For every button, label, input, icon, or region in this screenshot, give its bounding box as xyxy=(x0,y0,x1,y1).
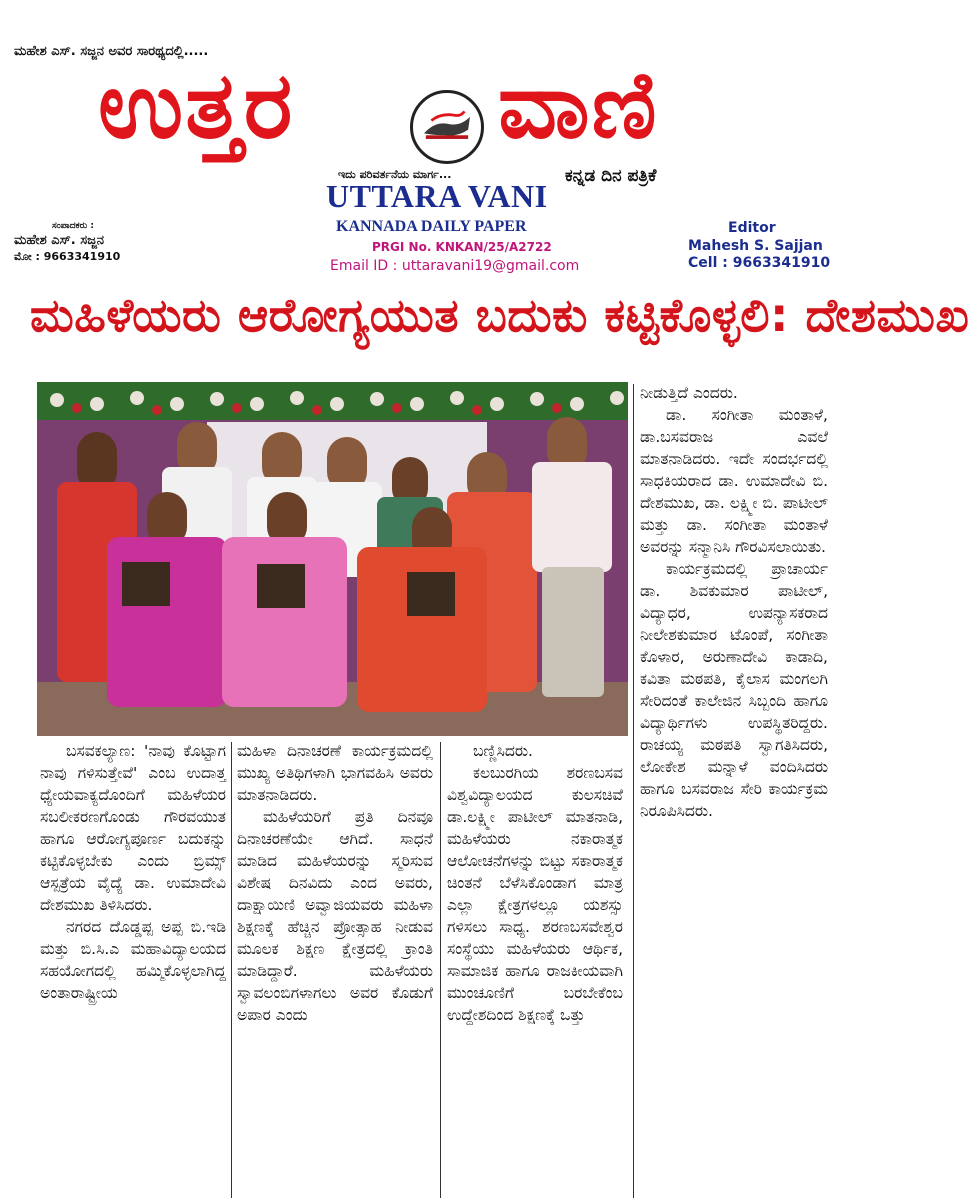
paragraph: ಕಲಬುರಗಿಯ ಶರಣಬಸವ ವಿಶ್ವವಿದ್ಯಾಲಯದ ಕುಲಸಚಿವೆ ಡಾ.ಲಕ್ಷ್ಮೀ ಪಾಟೀಲ್ ಮಾತನಾಡಿ, ಮಹಿಳೆಯರು ನಕಾರಾತ್ಮಕ ಆಲೋಚನೆಗಳನ್ನು ಬಿಟ್ಟು ಸಕಾರಾತ್ಮಕ ಚಿಂತನೆ ಬೆಳೆಸಿಕೊಂಡಾಗ ಮಾತ್ರ ಎಲ್ಲಾ ಕ್ಷೇತ್ರಗಳಲ್ಲೂ ಯಶಸ್ಸು ಗಳಿಸಲು ಸಾಧ್ಯ. ಶರಣಬಸವೇಶ್ವರ ಸಂಸ್ಥೆಯು ಮಹಿಳೆಯರು ಆರ್ಥಿಕ, ಸಾಮಾಜಿಕ ಹಾಗೂ ರಾಜಕೀಯವಾಗಿ ಮುಂಚೂಣಿಗೆ ಬರಬೇಕೆಂಬ ಉದ್ದೇಶದಿಂದ ಶಿಕ್ಷಣಕ್ಕೆ ಒತ್ತು xyxy=(447,764,623,1024)
logo-text-left: ಉತ್ತರ xyxy=(98,52,295,159)
event-photo xyxy=(37,382,628,736)
editor-label-english: Editor xyxy=(728,220,776,236)
daily-label-english: KANNADA DAILY PAPER xyxy=(336,218,527,235)
paragraph: ಬಸವಕಲ್ಯಾಣ: 'ನಾವು ಕೊಟ್ಟಾಗ ನಾವು ಗಳಿಸುತ್ತೇವೆ' ಎಂಬ ಉದಾತ್ತ ಧ್ಯೇಯವಾಕ್ಯದೊಂದಿಗೆ ಮಹಿಳೆಯರ ಸಬಲೀಕರಣಗೊಂಡು ಗೌರವಯುತ ಹಾಗೂ ಆರೋಗ್ಯಪೂರ್ಣ ಬದುಕನ್ನು ಕಟ್ಟಿಕೊಳ್ಳಬೇಕು ಎಂದು ಬ್ರಿಮ್ಸ್ ಆಸ್ಪತ್ರೆಯ ವೈದ್ಯೆ ಡಾ. ಉಮಾದೇವಿ ದೇಶಮುಖ ತಿಳಿಸಿದರು. xyxy=(40,742,226,914)
prgi-number: PRGI No. KNKAN/25/A2722 xyxy=(372,240,552,254)
paragraph: ಮಹಿಳಾ ದಿನಾಚರಣೆ ಕಾರ್ಯಕ್ರಮದಲ್ಲಿ ಮುಖ್ಯ ಅತಿಥಿಗಳಾಗಿ ಭಾಗವಹಿಸಿ ಅವರು ಮಾತನಾಡಿದರು. xyxy=(237,742,433,804)
paper-name-english: UTTARA VANI xyxy=(326,178,548,214)
editor-phone-kannada: ಮೋ : 9663341910 xyxy=(14,249,121,263)
article-headline: ಮಹಿಳೆಯರು ಆರೋಗ್ಯಯುತ ಬದುಕು ಕಟ್ಟಿಕೊಳ್ಳಲಿ: ದೇಶಮುಖ xyxy=(30,288,969,342)
editor-block-english xyxy=(688,220,830,273)
logo-emblem-icon xyxy=(410,90,484,164)
article-column-4 xyxy=(640,382,828,1200)
masthead-motto: ಇದು ಪರಿವರ್ತನೆಯ ಮಾರ್ಗ... xyxy=(338,168,452,181)
column-divider xyxy=(231,742,232,1198)
masthead xyxy=(0,0,849,285)
article-column-1 xyxy=(40,740,226,1200)
masthead-tagline: ಮಹೇಶ ಎಸ್. ಸಜ್ಜನ ಅವರ ಸಾರಥ್ಯದಲ್ಲಿ..... xyxy=(14,44,209,59)
editor-name-english: Mahesh S. Sajjan xyxy=(688,237,823,254)
paragraph: ಡಾ. ಸಂಗೀತಾ ಮಂತಾಳೆ, ಡಾ.ಬಸವರಾಜ ಎವಲೆ ಮಾತನಾಡಿದರು. ಇದೇ ಸಂದರ್ಭದಲ್ಲಿ ಸಾಧಕಿಯರಾದ ಡಾ. ಉಮಾದೇವಿ ಬಿ. ದೇಶಮುಖ, ಡಾ. ಲಕ್ಷ್ಮೀ ಬಿ. ಪಾಟೀಲ್ ಮತ್ತು ಡಾ. ಸಂಗೀತಾ ಮಂತಾಳೆ ಅವರನ್ನು ಸನ್ಮಾನಿಸಿ ಗೌರವಿಸಲಾಯಿತು. xyxy=(640,406,828,556)
editor-block-kannada xyxy=(14,220,120,265)
column-divider xyxy=(440,742,441,1198)
editor-label-kannada: ಸಂಪಾದಕರು : xyxy=(52,221,94,231)
paragraph: ನೀಡುತ್ತಿದೆ ಎಂದರು. xyxy=(640,384,738,402)
daily-label-kannada: ಕನ್ನಡ ದಿನ ಪತ್ರಿಕೆ xyxy=(565,166,657,186)
email-id: Email ID : uttaravani19@gmail.com xyxy=(330,258,580,274)
paragraph: ಮಹಿಳೆಯರಿಗೆ ಪ್ರತಿ ದಿನವೂ ದಿನಾಚರಣೆಯೇ ಆಗಿದೆ. ಸಾಧನೆ ಮಾಡಿದ ಮಹಿಳೆಯರನ್ನು ಸ್ಮರಿಸುವ ವಿಶೇಷ ದಿನವಿದು ಎಂದ ಅವರು, ದಾಕ್ಷಾಯಿಣಿ ಅವ್ವಾಜಿಯವರು ಮಹಿಳಾ ಶಿಕ್ಷಣಕ್ಕೆ ಹೆಚ್ಚಿನ ಪ್ರೋತ್ಸಾಹ ನೀಡುವ ಮೂಲಕ ಶಿಕ್ಷಣ ಕ್ಷೇತ್ರದಲ್ಲಿ ಕ್ರಾಂತಿ ಮಾಡಿದ್ದಾರೆ. ಮಹಿಳೆಯರು ಸ್ವಾವಲಂಬಿಗಳಾಗಲು ಅವರ ಕೊಡುಗೆ ಅಪಾರ ಎಂದು xyxy=(237,808,433,1024)
editor-phone-english: Cell : 9663341910 xyxy=(688,255,831,271)
editor-name-kannada: ಮಹೇಶ ಎಸ್. ಸಜ್ಜನ xyxy=(14,233,104,249)
logo-text-right: ವಾಣಿ xyxy=(498,52,659,159)
paragraph: ಬಣ್ಣಿಸಿದರು. xyxy=(473,742,533,760)
article-column-3 xyxy=(447,740,623,1200)
paragraph: ನಗರದ ದೊಡ್ಡಪ್ಪ ಅಪ್ಪ ಬಿ.ಇಡಿ ಮತ್ತು ಬಿ.ಸಿ.ಎ ಮಹಾವಿದ್ಯಾಲಯದ ಸಹಯೋಗದಲ್ಲಿ ಹಮ್ಮಿಕೊಳ್ಳಲಾಗಿದ್ದ ಅಂತಾರಾಷ್ಟ್ರೀಯ xyxy=(40,918,226,1002)
column-divider xyxy=(633,384,634,1198)
paragraph: ಕಾರ್ಯಕ್ರಮದಲ್ಲಿ ಪ್ರಾಚಾರ್ಯ ಡಾ. ಶಿವಕುಮಾರ ಪಾಟೀಲ್, ವಿದ್ಯಾಧರ, ಉಪನ್ಯಾಸಕರಾದ ನೀಲೇಶಕುಮಾರ ಟೊಂಪೆ, ಸಂಗೀತಾ ಕೊಳಾರ, ಅರುಣಾದೇವಿ ಕಾಡಾದಿ, ಕವಿತಾ ಮಠಪತಿ, ಕೈಲಾಸ ಮಂಗಲಗಿ ಸೇರಿದಂತೆ ಕಾಲೇಜಿನ ಸಿಬ್ಬಂದಿ ಹಾಗೂ ವಿದ್ಯಾರ್ಥಿಗಳು ಉಪಸ್ಥಿತರಿದ್ದರು. ರಾಚಯ್ಯ ಮಠಪತಿ ಸ್ವಾಗತಿಸಿದರು, ಲೋಕೇಶ ಮನ್ನಾಳೆ ವಂದಿಸಿದರು ಹಾಗೂ ಬಸವರಾಜ ಸೇರಿ ಕಾರ್ಯಕ್ರಮ ನಿರೂಪಿಸಿದರು. xyxy=(640,560,828,820)
article-column-2 xyxy=(237,740,433,1200)
